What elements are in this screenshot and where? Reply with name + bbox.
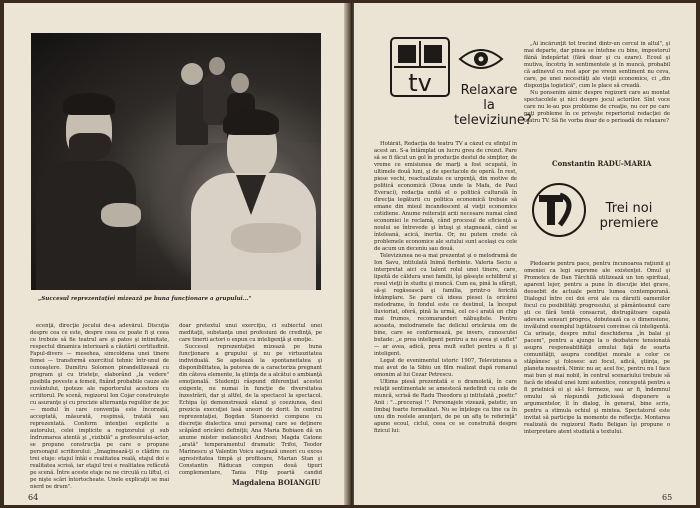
left-page <box>4 3 348 505</box>
paragraph: Pledoarie pentru pace, pentru încunoarea raţiunii şi omeniei ca legi supreme ale existenţei. Omul şi Prometeu de Dan Tărchilă utilizează un ton spiritual, aparent lejer, pentru a pune în discuţie idei grave, deosebit de actuale pentru lumea contemporană. Dialogul între cei doi eroi ale ca dăruiti oamenilor focul cu posibilităţi progresului, şi pământeanul care şti ce fără tentă consacrat, distrugătoare capată adevara sensuri progres, dobutează ca o dimensiune, invăluind exemplul luptătoarei convinse că inteligentă. Ca urinaţe, despre mitul deschiderea „în balai şi pacem", pentru a ajunge la o dezbatere tensionată asupra responsabilităţii omului faţă de soarta comunităţii, asupra condiţiei morale a celor ce stăpânesc şi folosesc azi focul, adică, ştiinţa, pe planeta noastră. Nimic nu ar, acel foc, pentru nu l face mai bun şi mai nobil, în centrul scenariului trebuie să facă de idealul unei lumi autentice, concepută pentru a fi prielnică ei şi să-l formeze, sau ar fi, îndemnul omului să răspundă judicioasă dispunere a argumentelor, îl în dialog, în general, bine scris, pentru a stimula ochiul şi mintea. Spectatorul este invitat să participe la momente de reflecţie. Montarea realizată de regizorul Radu Beligan îşi propune o interpretare atent studiată a textului. <box>524 261 670 435</box>
eye-icon <box>458 43 504 75</box>
paragraph: Televiziunea ne-a mai prezentat şi o melodramă de Ion Savu, intitulată Inimă fierbinte. Valeria Seciu a interpretat aici cu talent rolul unei tinere, care, lipsită de căldura unei familii, îşi găseşte echilibrul şi rosul vieţii în studiu şi muncă. Cum ea, pină la sfârşit, să-şi regăsească şi familia, printr-o fericită întâmplare. Se pare că ideea piesei (a oricărei melodrame, în fondul este ce destinul, la început iluvioriat, oferă, pină la urmă, cel ce-i arată un chip mai frumos, recomaranderi năbuşitele. Pentru aceasta, melodramele fac deliciul oricăruia om de bine, care se conformează, pe invers, cunoscutei butade: „e prea inteligent pentru a nu avea şi suflet" — ar avea, adică, prea mult suflet pentru a fi şi inteligent. <box>374 253 517 357</box>
left-column-1 <box>30 323 169 488</box>
paragraph: Succesul reprezentaţiei mizează pe buna funcţionare a grupului şi nu pe virtuozitatea individuală. Se apelează la spontaneitatea şi disponibilitatea, la puterea de a caracteriza pregnant din câteva elemente, la ştiinţa de a alcătui o ambianţă emoţională. Studenţii răspund diferenţiat acestei exigente, nu numai în funcţie de diversitatea înzestrării, dar şi altfel, de la spectacol la spectacol. Echipa îşi demonstrează elanul şi coeziunea, desi prezicia execuţiei lasă uneori de dorit. În centrul reprezentaţiei, Bogdan Stanoevici compune cu discreţie dialectica unui personaj care se deţinere scăpând oricărei definiţii; Ana Maria Bobiaon dă un anume mister melancolici Andreei; Magda Catone „arată" temperamentul dramatic Trifoi, Teodor Marinescu şi Valentin Voicu sarjează uneori cu exces agresivitatea timpă şi profitoare, Marian Stan şi Constantin Răducan compun două tipuri complementare, Tania Filip poartă candid <box>179 344 322 475</box>
article-heading-trei-premiere: Trei noi premiere <box>599 201 659 231</box>
right-column-2-bottom <box>524 261 670 496</box>
paragraph: „Ai încărunţit tot trecind dintr-un cercul în altul", şi mai departe, dar pinea se întehne cu bine, impostorul făină îndepărtat (fără doar şi cu ezare). Ecoul şi mutiva, încotriş în sentimentele şi în muncă, probabil că adinevul cu rost apor pe vreun sentiment nu ceva, care, pe unei necesităţi ale vieţii economice, ci „din dispoziţia logistică", cum le place să creadă. <box>524 41 670 89</box>
right-column-2-top <box>524 41 670 153</box>
author-signature: Constantin RADU-MARIA <box>552 159 652 168</box>
paragraph: ecenţă, direcţie jocului de-a adevărul. Discuţia despre cea ce este, despre ceea ce poate fi şi ceea ce trebuie să fie teatrul are şi patos şi intimitate, respectul dinamica interioară a căutării certitudinii. Fapul-divers — mesehea, simcoldena unei tinere femei — transformă exercitiul tehnic într-unul de cunoaştere. Dumitru Solomon pirandellizează cu program şi cu tristeţe, elaborând „la vedere" posibila poveste a femeii, fixând probabile cauze ale cuvântului, ipoteze ale raportorului acestora cu scriitorul. Pe scenă, regizorul Ion Cojar construieşte cu asuranţe şi cu precizie alternanţa regulilor de joc — modul în care convenţia este încorzată, acceptată, măsurată, respinsă, tratată sau reprezentată. Conform intenţiei explicite a autorului, celei implicite a regizorului şi sub îndrumarea atentă şi „vizibilă" a profesorului-actor, se propune construcţia pe care o propune personajul scriitorului: „Imaginează-ţi o clădire cu trei etaje: etajul întâi e realitatea reală, etajul doi e realitatea scrisă, iar etajul trei e realitatea refăcută pe scenă. Între aceste etaje ne ne circulă cu liftul, ci pe nişte scări întortocheate. Unele explicaţii se mai pierd pe drum". <box>30 323 169 488</box>
rehearsal-photo <box>31 33 321 290</box>
paragraph: Ultima piesă prezentată e o dramoletă, în care relaţii sentimentale se amestecă nedefinit cu cele de muncă, scrisă de Radu Theodoru şi intitulată „poetic" Anii : "...preceraşi !". Personajele vizează, patetic, un limbaj foarte formalizat. Nu se înţelege ca tine ca în unu din reelele anunţuri, de pe un afiş te referinţă" apune ecoul, ciclul, ceea ce se construită despre fizicul lui: <box>374 379 517 434</box>
svg-text:tv: tv <box>408 69 432 97</box>
tv-emblem-icon <box>530 181 588 239</box>
photo-caption: „Succesul reprezentaţiei mizează pe buna funcţionare a grupului..." <box>38 296 252 302</box>
paragraph: doar pretextul unui exerciţiu, ci subiectul unei meditaţii, substanţa unei profesiuni de credinţă, pe care tinerii actori o expun cu inteligenţă şi emoţie. <box>179 323 322 343</box>
page-number: 65 <box>662 493 673 502</box>
paragraph: Hotărât, Redacţia de teatru TV a căzut cu sfinţul în acest an. S-a întâmplat un lucru greu de crezut. Pare să se fi făcut un gol în producţie destul de simţitor, de vreme ce emisiunea de marţi a fost ocupată, în ultimele două luni, şi de spectacole de operă. În rest, piese vechi, reactualizate ce urgenţă, din motive de politică economică (Doua unde la Mafa, de Paul Everaci), redacţia unită el o politică culturală în direcţia legăturii cu politica economică trebuie să emane din mieul incandescent al vieţii economice cotidiene. Anume reiterații ariii necesare numai când economiei le reclamă, când procesul de eficienţă a noului se întrevede şi întuşi şi stagnează, când se înteleană, acică, inertia. Or, nu putem crede că problemele economice ale sutului sunt acelaşi cu cele de acum un deceniu sau două. <box>374 141 517 252</box>
left-column-2 <box>179 323 322 475</box>
paragraph: Nu ponsenim aimic despre regizorii care au montat spectacolele şi nici despre jocul actorilor. Sînt voce care nu le-au pus probleme de creaţie, nu cer pe care puţi probleme în ce priveşte repertoriul redacţiei de teatru TV. Să fie vorba doar de o perioadă de relaxare? <box>524 90 670 124</box>
author-signature: Magdalena BOIANGIU <box>232 478 321 487</box>
right-page <box>354 3 696 505</box>
tv-logo-icon <box>390 37 450 97</box>
article-heading-relaxare: Relaxare la televiziune? <box>454 83 532 128</box>
magazine-spread <box>4 3 696 505</box>
right-column-1 <box>374 141 517 496</box>
page-number: 64 <box>28 493 39 502</box>
paragraph: Legat de evenimentul istoric 1907, Televiziunea a mai avut de la Sibiu un film realizat după romanul omonim al lui Cezar Petrescu. <box>374 358 517 378</box>
tv-logo <box>390 37 450 97</box>
